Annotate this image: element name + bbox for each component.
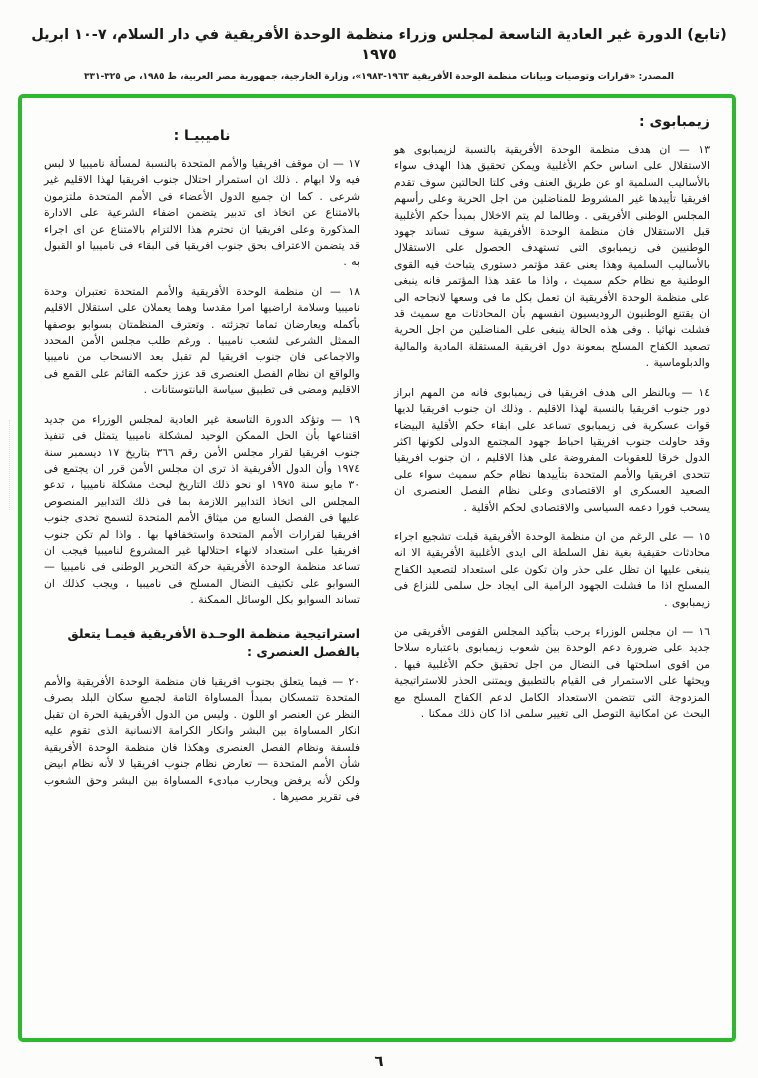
strategy-paragraph-20: ٢٠ — فيما يتعلق بجنوب افريقيا فان منظمة الوحدة الأفريقية والأمم المتحدة تتمسكان بمبدأ المساواة التامة لجميع سكان البلد بصرف النظر عن العنصر او اللون . وليس من الدول الأفريقية الحرة ان تقبل انكار المساواة بين البشر وانكار الكرامة الانسانية الذى تقوم عليه فلسفة ونظام الفصل العنصرى وهكذا فان منظمة الوحدة الأفريقية شأن الأمم المتحدة — تعارض نظام جنوب افريقيا لا لأنه نظام ابيض ولكن لأنه يرفض ويحارب مبادىء المساواة بين البشر وحق الشعوب فى تقرير مصيرها . xyxy=(44,675,360,803)
page-number: ٦ xyxy=(374,1052,384,1070)
zimbabwe-paragraph-15: ١٥ — على الرغم من ان منظمة الوحدة الأفريقية قبلت تشجيع اجراء محادثات حقيقية بغية نقل السلطة الى ايدى الأغلبية الأفريقية الا انه ينبغى عليها ان تظل على حذر وان تكون على استعداد لتصعيد الكفاح المسلح اذا ما فشلت الجهود الرامية الى ايجاد حل سلمى للنزاع فى زيمبابوى . xyxy=(394,529,710,609)
two-column-layout xyxy=(44,114,710,1020)
strategy-section-heading: استراتيجية منظمة الوحـدة الأفريقية فيمـا يتعلق بالفصل العنصرى : xyxy=(67,625,360,660)
zimbabwe-paragraph-16: ١٦ — ان مجلس الوزراء يرحب بتأكيد المجلس القومى الأفريقى من جديد على ضرورة دعم الوحدة بين شعوب زيمبابوى باعتباره سلاحا من اقوى اسلحتها فى النضال من اجل تحقيق حكم الأغلبية فيها . ويحثها على الاستمرار فى القيام بالتطبيق ويمتنى الحذر للاستراتيجية المزدوجة التى تتضمن الاستعداد الكامل لدعم الكفاح المسلح مع البحث عن امكانية التوصل الى تغيير سلمى اذا كان ذلك ممكنا . xyxy=(394,624,710,720)
namibia-paragraph-17: ١٧ — ان موقف افريقيا والأمم المتحدة بالنسبة لمسألة ناميبيا لا لبس فيه ولا ابهام . ذلك ان استمرار احتلال جنوب افريقيا لهذا الاقليم غير شرعى . كما ان جميع الدول الأعضاء فى الأمم المتحدة ملتزمون بالامتناع عن اتخاذ اى تدبير يتضمن اضفاء الشرعية على الادارة المذكورة وعلى افريقيا ان تحترم هذا الالتزام بالامتناع عن اى اجراء قد يتضمن الاعتراف بحق جنوب افريقيا فى البقاء فى ناميبيا او القبول به . xyxy=(44,157,360,269)
zimbabwe-paragraph-13: ١٣ — ان هدف منظمة الوحدة الأفريقية بالنسبة لزيمبابوى هو الاستقلال على اساس حكم الأغلبية ويمكن تحقيق هذا الهدف سواء بالأساليب السلمية او عن طريق العنف وفى كلتا الحالتين سوف تقدم افريقيا تأييدها غير المشروط للمناضلين من اجل الحرية وعلى رأسهم المجلس الوطنى الأفريقى . وطالما لم يتم الاخلال بمبدأ حكم الأغلبية قبل الاستقلال فان منظمة الوحدة الأفريقية سوف تساند جهود الوطنيين فى زيمبابوى التى تستهدف الحصول على الاستقلال بالأساليب السلمية وهذا يعنى عقد مؤتمر دستورى يتباحث فيه القوى الوطنية مع نظام حكم سميث ، واذا ما عقد هذا المؤتمر فانه ينبغى على منظمة الوحدة الأفريقية ان تعمل بكل ما فى وسعها لانجاحه الى ان يقتنع الوطنيون الروديسيون انفسهم بأن المحادثات مع سميث قد فشلت نهائيا . وفى هذه الحالة ينبغى على المناضلين من اجل الحرية تصعيد الكفاح المسلح بمعونة دول افريقية المستقلة المادية والمالية والدبلوماسية . xyxy=(394,143,710,370)
column-namibia xyxy=(44,114,360,1020)
document-title: (تابع) الدورة غير العادية التاسعة لمجلس وزراء منظمة الوحدة الأفريقية في دار السلام، ٧-١٠ ابريل ١٩٧٥ xyxy=(31,27,727,63)
namibia-heading: ناميبيـا : xyxy=(173,128,231,144)
namibia-paragraph-18: ١٨ — ان منظمة الوحدة الأفريقية والأمم المتحدة تعتبران وحدة ناميبيا وسلامة اراضيها امرا مقدسا وهما يعملان على استقلال الاقليم بأكمله ويعارضان تماما تجزئته . وتعترف المنظمتان بسوابو بوصفها الممثل الشرعى لشعب ناميبيا . ورغم طلب مجلس الأمن المحدد والاجماعى فان جنوب افريقيا لم تقبل بعد الانسحاب من ناميبيا والواقع ان نظام الفصل العنصرى قد عزز حكمه القائم على القمع فى الاقليم ومضى فى تطبيق سياسة البانتوستانات . xyxy=(44,284,360,397)
column-zimbabwe xyxy=(394,114,710,1020)
zimbabwe-heading: زيمبابوى : xyxy=(638,114,710,130)
scan-margin-artifact xyxy=(1,420,10,510)
namibia-paragraph-19: ١٩ — وتؤكد الدورة التاسعة غير العادية لمجلس الوزراء من جديد اقتناعها بأن الحل الممكن الوحيد لمشكلة ناميبيا يتمثل فى تنفيذ جنوب افريقيا لقرار مجلس الأمن رقم ٣٦٦ بتاريخ ١٧ ديسمبر سنة ١٩٧٤ وأن الدول الأفريقية اذ ترى ان مجلس الأمن قرر ان يجتمع فى ٣٠ مايو سنة ١٩٧٥ او نحو ذلك التاريخ لبحث مشكلة ناميبيا ، تدعو المجلس الى اتخاذ التدابير اللازمة بما فى ذلك التدابير المنصوص عليها فى الفصل السابع من ميثاق الأمم المتحدة لتسمح تحدى جنوب افريقيا لقرارات الأمم المتحدة واستخفافها بها . واذا لم تكن جنوب افريقيا على استعداد لانهاء احتلالها غير المشروع لناميبيا فيجب ان تساعد منظمة الوحدة الأفريقية حركة التحرير الوطنى فى ناميبيا — السوابو على تكثيف النضال المسلح فى ناميبيا ، ويجب كذلك ان تساند السوابو بكل الوسائل الممكنة . xyxy=(44,412,361,607)
page-header xyxy=(0,0,758,82)
document-source-line: المصدر: «قرارات وتوصيات وبيانات منظمة الوحدة الأفريقية ١٩٦٣-١٩٨٣»، وزارة الخارجية، جمهورية مصر العربية، ط ١٩٨٥، ص ٣٢٥-٣٣١ xyxy=(84,72,674,83)
content-frame xyxy=(18,94,736,1042)
zimbabwe-paragraph-14: ١٤ — وبالنظر الى هدف افريقيا فى زيمبابوى فانه من المهم ابراز دور جنوب افريقيا بالنسبة لهذا الاقليم . وذلك ان جنوب افريقيا لديها قوات عسكرية فى زيمبابوى تساعد على ابقاء حكم الأقلية البيضاء وقد حاولت جنوب افريقيا احباط جهود المجتمع الدولى لكونها اكثر الدول خرقا للعقوبات المفروضة على هذا الاقليم ، ان جنوب افريقيا تتحدى افريقيا والأمم المتحدة بتأييدها نظام حكم سميث سواء على الصعيد العسكرى او الاقتصادى وعلى نظام الفصل العنصرى ان يسحب فورا دعمه السياسى والاقتصادى لحكم الأقلية . xyxy=(394,385,710,514)
